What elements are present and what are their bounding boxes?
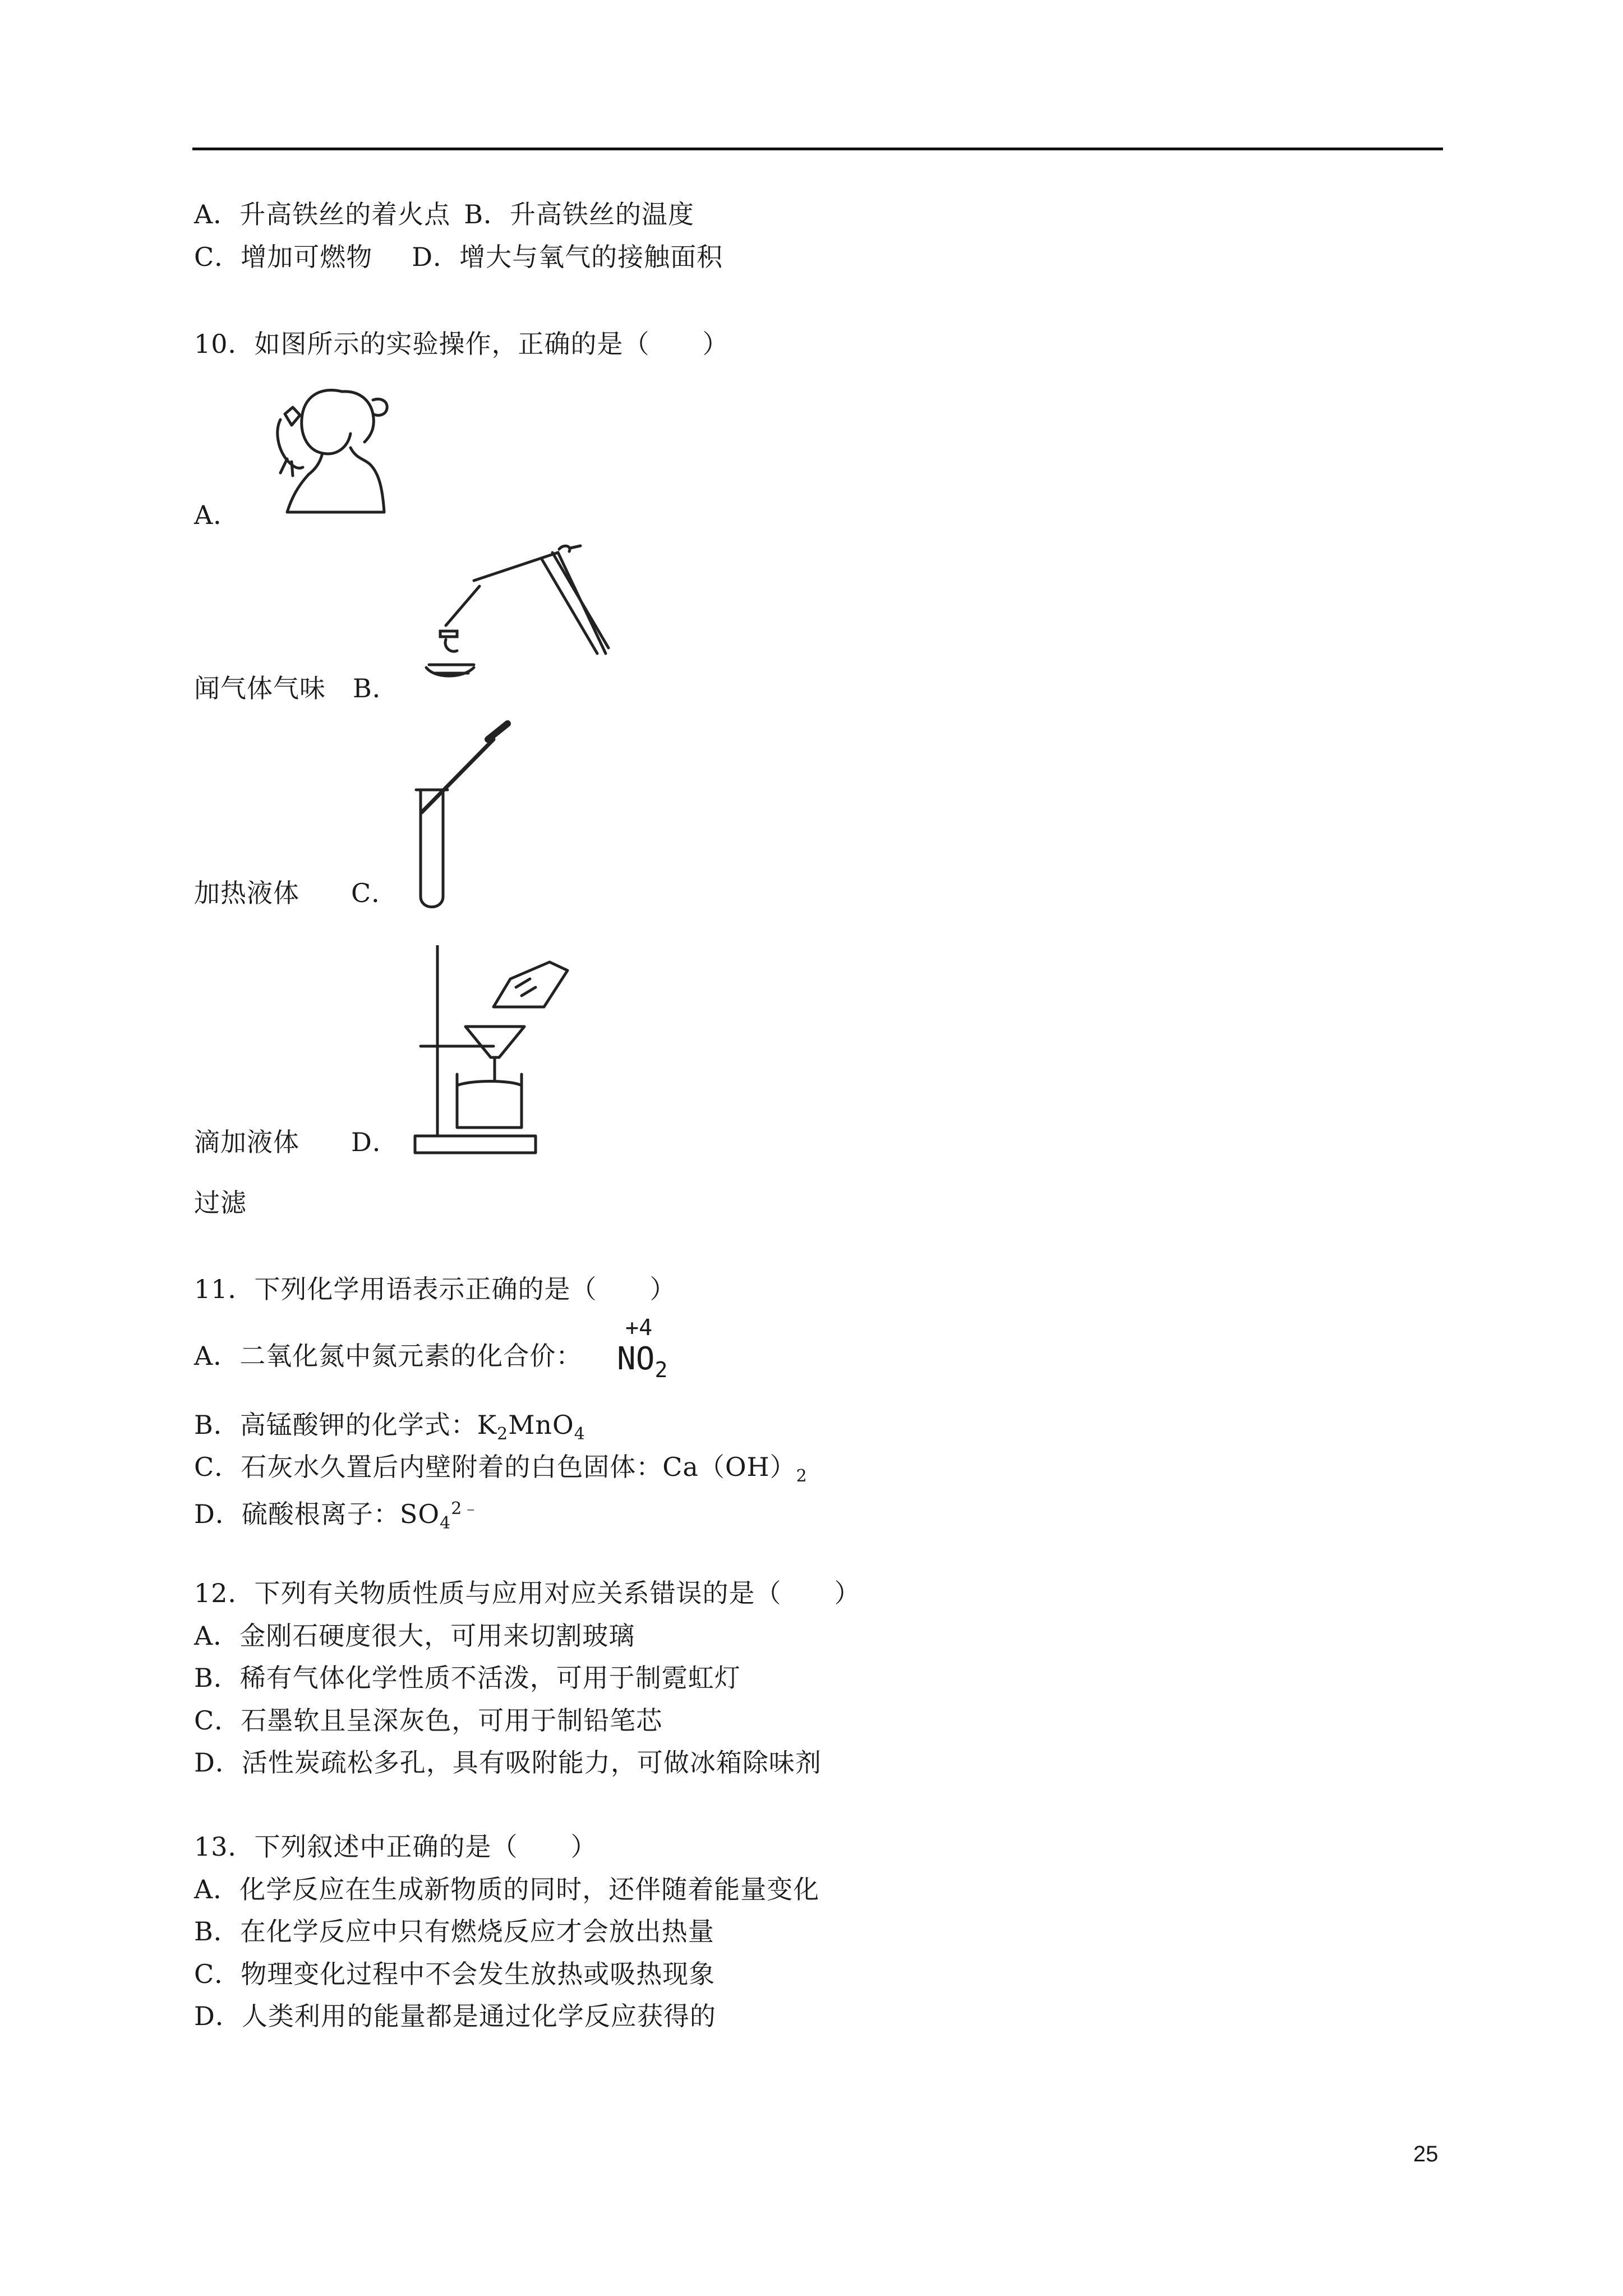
q11-c-sub: 2 xyxy=(796,1466,808,1486)
q10-caption-d: 过滤 xyxy=(194,1188,247,1218)
q10-caption-b: 加热液体 xyxy=(194,878,299,908)
figure-filtration xyxy=(409,945,600,1158)
q11-d-sup: 2﹣ xyxy=(451,1499,480,1519)
q11-d-sub: 4 xyxy=(440,1513,451,1533)
q11-option-b xyxy=(194,1408,585,1451)
q9-option-a: A．升高铁丝的着火点 xyxy=(194,199,451,229)
q11-formula xyxy=(617,1341,667,1382)
header-rule xyxy=(192,148,1443,150)
q10-caption-b-row xyxy=(194,876,398,910)
q12-option-d: D．活性炭疏松多孔，具有吸附能力，可做冰箱除味剂 xyxy=(194,1747,822,1778)
q9-option-d: D．增大与氧气的接触面积 xyxy=(412,242,723,272)
q11-option-d xyxy=(194,1492,479,1540)
figure-drop-liquid xyxy=(409,717,533,913)
q13-option-a: A．化学反应在生成新物质的同时，还伴随着能量变化 xyxy=(194,1874,820,1904)
q13-stem: 13．下列叙述中正确的是（ ） xyxy=(194,1832,597,1862)
q11-formula-sub: 2 xyxy=(654,1358,668,1382)
q11-formula-main: NO xyxy=(617,1341,655,1377)
q12-option-a: A．金刚石硬度很大，可用来切割玻璃 xyxy=(194,1621,635,1651)
q10-caption-a-row xyxy=(194,671,399,705)
figure-smell-gas xyxy=(258,375,409,526)
q12-option-b: B．稀有气体化学性质不活泼，可用于制霓虹灯 xyxy=(194,1663,741,1693)
q13-option-c: C．物理变化过程中不会发生放热或吸热现象 xyxy=(194,1959,716,1989)
q9-options-row-2 xyxy=(194,240,723,274)
q11-valence: +4 xyxy=(625,1315,653,1341)
q13-option-b: B．在化学反应中只有燃烧反应才会放出热量 xyxy=(194,1916,714,1947)
q11-option-a xyxy=(194,1339,582,1373)
q11-option-c-text: C．石灰水久置后内壁附着的白色固体：Ca（OH） xyxy=(194,1452,796,1482)
q11-b-sub1: 2 xyxy=(497,1424,509,1444)
q12-option-c: C．石墨软且呈深灰色，可用于制铅笔芯 xyxy=(194,1705,663,1736)
q10-stem: 10．如图所示的实验操作，正确的是（ ） xyxy=(194,329,729,359)
q10-caption-c-row xyxy=(194,1125,399,1159)
page-number: 25 xyxy=(1413,2142,1438,2166)
q11-option-c xyxy=(194,1450,808,1493)
q12-stem: 12．下列有关物质性质与应用对应关系错误的是（ ） xyxy=(194,1578,861,1608)
q10-option-b: B． xyxy=(353,673,399,703)
q10-option-d: D． xyxy=(351,1127,399,1157)
figure-heat-liquid xyxy=(412,541,614,698)
q11-b-mid: MnO xyxy=(508,1410,574,1440)
q9-option-c: C．增加可燃物 xyxy=(194,242,373,272)
q9-option-b: B．升高铁丝的温度 xyxy=(464,199,695,229)
q11-option-d-text: D．硫酸根离子：SO xyxy=(194,1499,440,1529)
q10-caption-c: 滴加液体 xyxy=(194,1127,299,1157)
q11-option-a-text: A．二氧化氮中氮元素的化合价： xyxy=(194,1341,583,1371)
q11-stem: 11．下列化学用语表示正确的是（ ） xyxy=(194,1274,676,1304)
q10-caption-a: 闻气体气味 xyxy=(194,673,326,703)
q11-option-b-text: B．高锰酸钾的化学式：K xyxy=(194,1410,497,1440)
q9-options-row-1 xyxy=(194,197,694,231)
q10-option-c: C． xyxy=(351,878,398,908)
q11-b-sub2: 4 xyxy=(574,1424,585,1444)
q13-option-d: D．人类利用的能量都是通过化学反应获得的 xyxy=(194,2001,716,2031)
q10-option-a: A． xyxy=(194,500,240,530)
